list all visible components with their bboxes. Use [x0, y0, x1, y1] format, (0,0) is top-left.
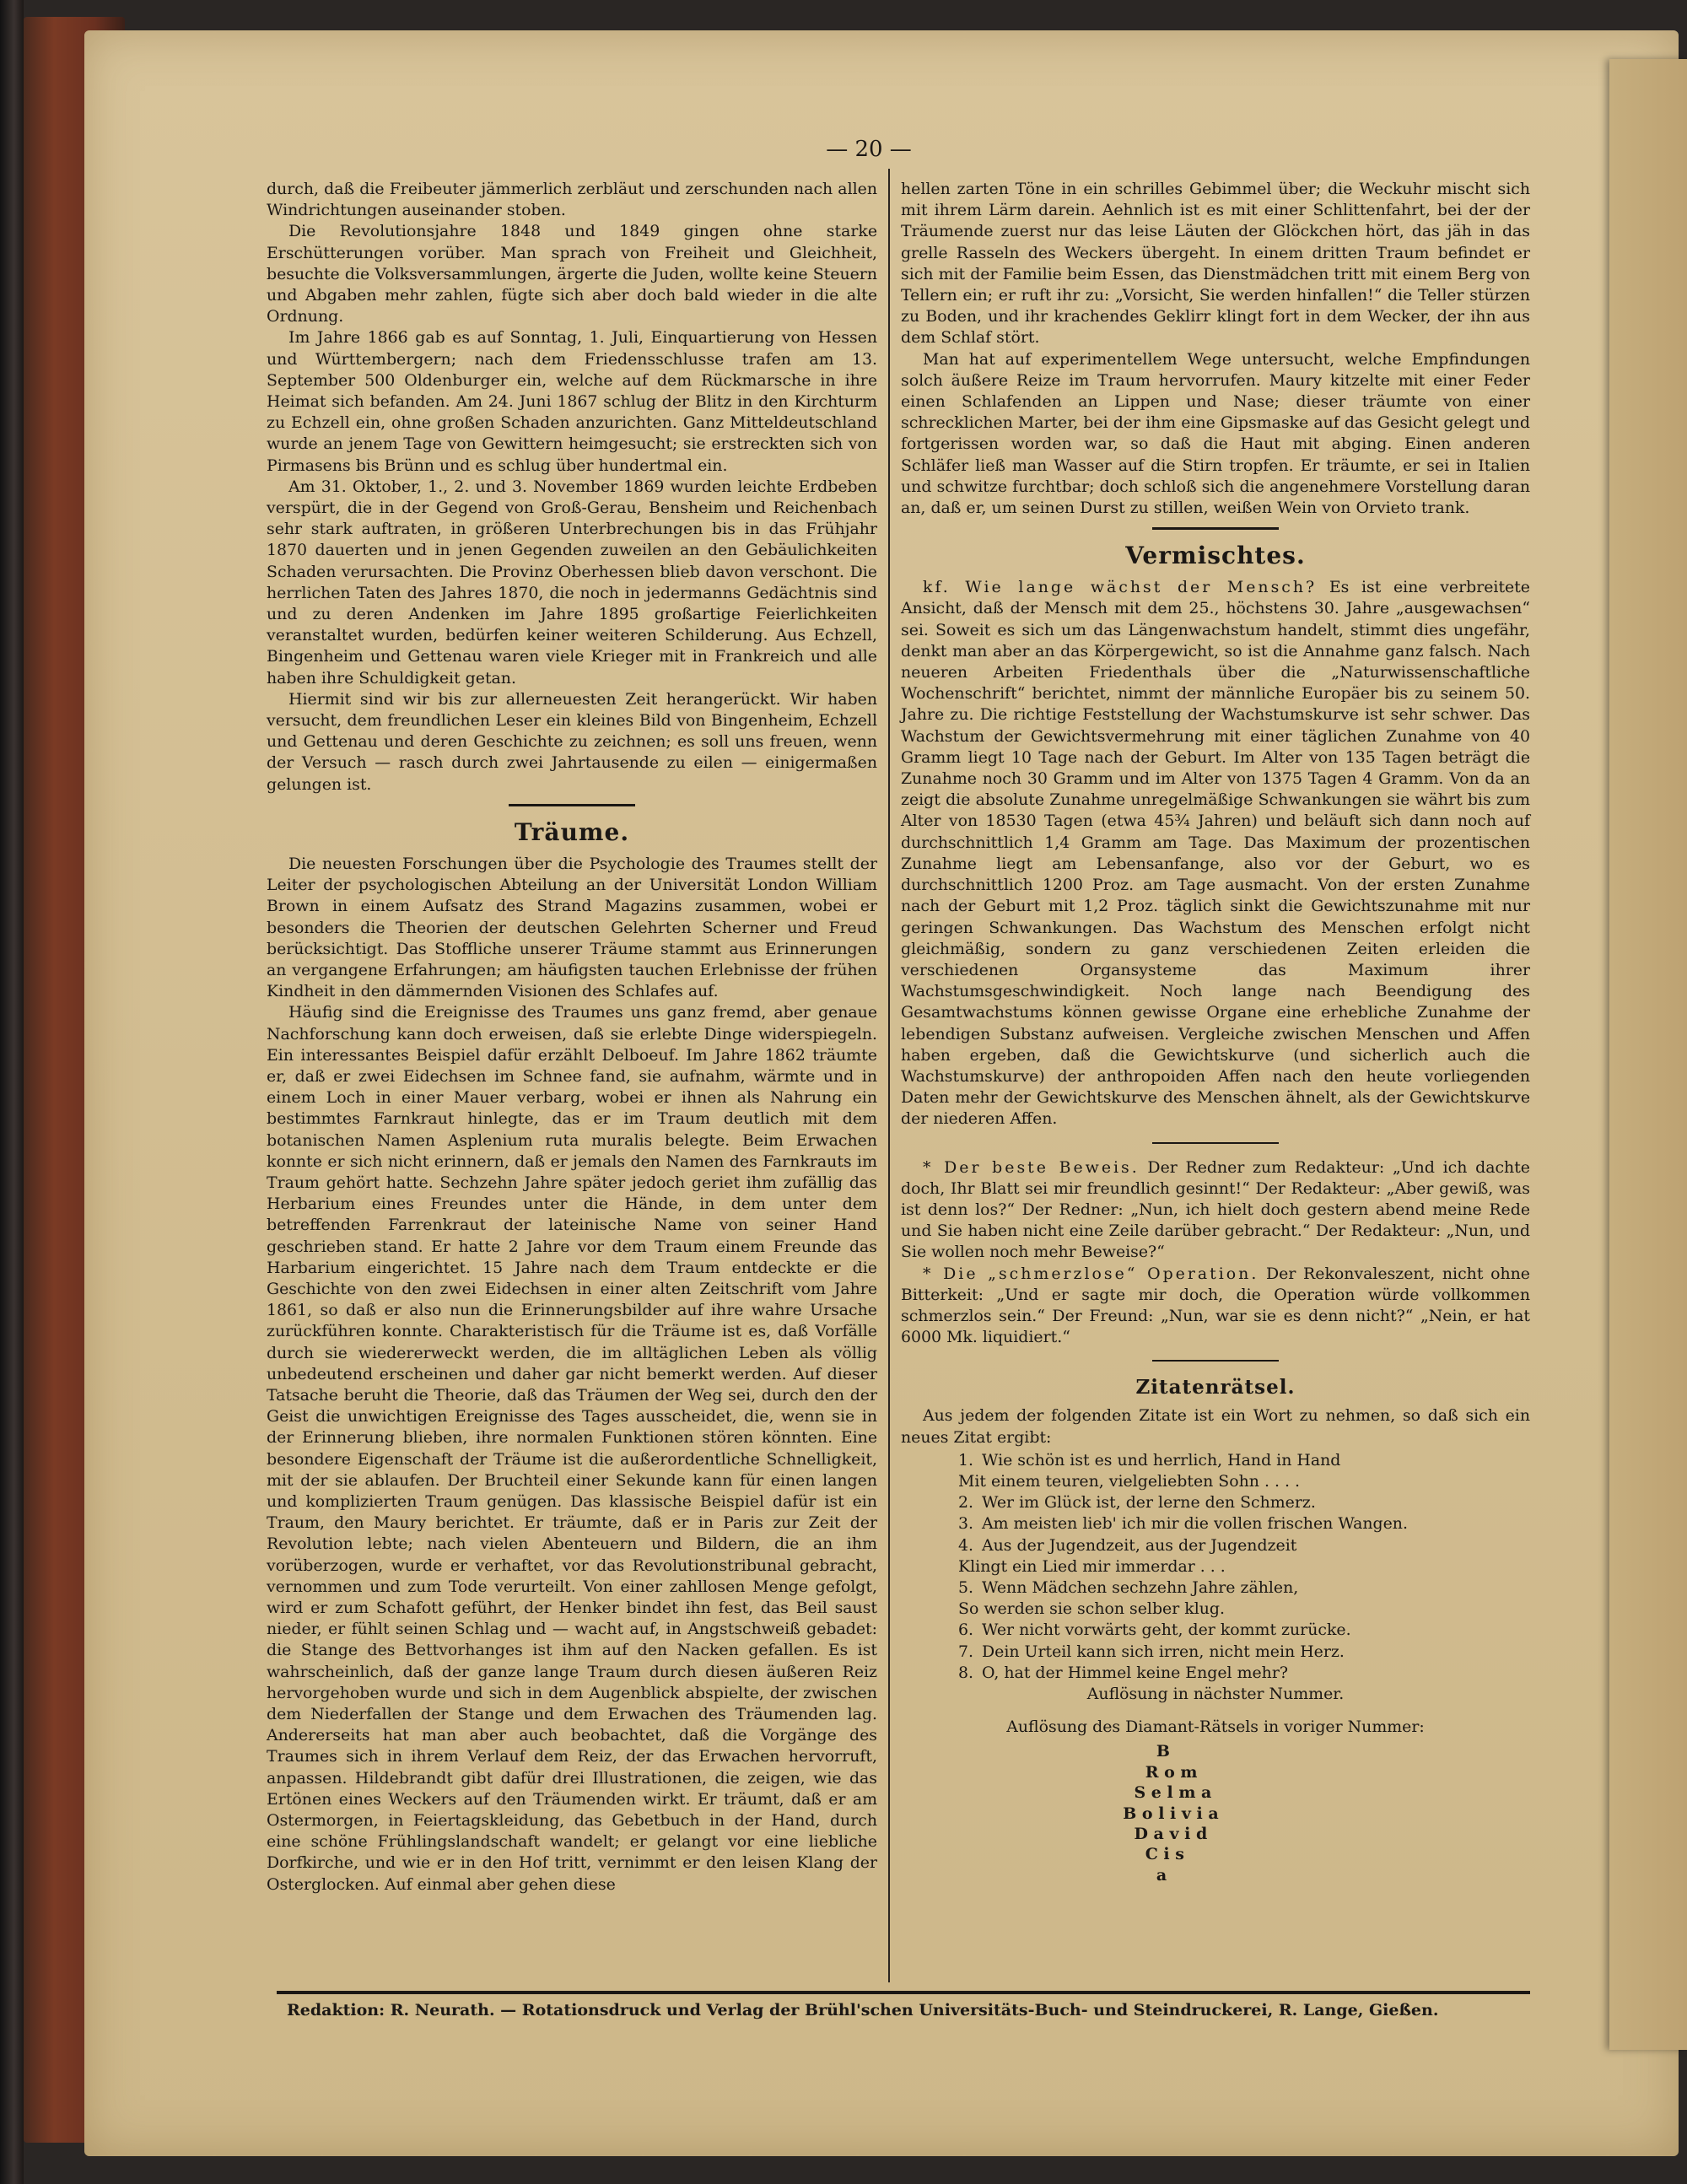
puzzle-item: 2. Wer im Glück ist, der lerne den Schmerz.: [958, 1493, 1316, 1513]
paragraph: Die Revolutionsjahre 1848 und 1849 gingen ohne starke Erschütterungen vorüber. Man sprach von Freiheit und Gleichheit, besuchte die Volksversammlungen, ärgerte die Juden, wollte keine Steuern und Abgaben mehr zahlen, fügte sich aber doch bald wieder in die alte Ordnung.: [267, 222, 877, 326]
paragraph: [901, 577, 1530, 1130]
puzzle-item: 6. Wer nicht vorwärts geht, der kommt zurücke.: [958, 1620, 1351, 1640]
paragraph: Im Jahre 1866 gab es auf Sonntag, 1. Juli, Einquartierung von Hessen und Württembergern; nach dem Friedensschlusse trafen am 13. September 500 Oldenburger ein, welche auf dem Rückmarsche in ihre Heimat sich befanden. Am 24. Juni 1867 schlug der Blitz in den Kirchturm zu Echzell ein, ohne großen Schaden anzurichten. Ganz Mitteldeutschland wurde an jenem Tage von Gewittern heimgesucht; sie erstreckten sich von Pirmasens bis Brünn und es schlug über hundertmal ein.: [267, 328, 877, 475]
article-body: Es ist eine verbreitete Ansicht, daß der Mensch mit dem 25., höchstens 30. Jahre „ausgewachsen“ sei. Soweit es sich um das Längenwachstum handelt, stimmt dies ungefähr, denkt man aber an das Körpergewicht, so ist die Annahme ganz falsch. Nach neueren Arbeiten Friedenthals über die „Naturwissenschaftliche Wochenschrift“ berichtet, nimmt der männliche Europäer bis zu seinem 50. Jahre zu. Die richtige Feststellung der Wachstumskurve ist sehr schwer. Das Wachstum der Gewichtsvermehrung mit einer täglichen Zunahme von 40 Gramm liegt 10 Tage nach der Geburt. Im Alter von 135 Tagen beträgt die Zunahme noch 30 Gramm und im Alter von 1375 Tagen 4 Gramm. Von da an zeigt die absolute Zunahme unregelmäßige Schwankungen sie währt bis zum Alter von 18530 Tagen (etwa 45¾ Jahren) und beläuft sich dann noch auf durchschnittlich 1,4 Gramm am Tage. Das Maximum der prozentischen Zunahme liegt am Lebensanfange, also vor der Geburt, wo es durchschnittlich 1200 Proz. am Tage ausmacht. Von der ersten Zunahme nach der Geburt mit 1,2 Proz. täglich sinkt die Gewichtszunahme mit nur geringen Schwankungen. Das Wachstum des Menschen erfolgt nicht gleichmäßig, sondern zu ganz verschiedenen Zeiten erleiden die verschiedenen Organsysteme das Maximum ihrer Wachstumsgeschwindigkeit. Noch lange nach Beendigung des Gesamtwachstums können gewisse Organe eine erhebliche Zunahme der lebendigen Substanz aufweisen. Vergleiche zwischen Menschen und Affen haben ergeben, daß die Gewichtskurve (und sicherlich auch die Wachstumskurve) der anthropoiden Affen nach den heute vorliegenden Daten mehr der Gewichtskurve des Menschen ähnelt, als der Gewichtskurve der niederen Affen.: [901, 578, 1530, 1129]
paragraph: durch, daß die Freibeuter jämmerlich zerbläut und zerschunden nach allen Windrichtungen auseinander stoben.: [267, 180, 877, 220]
section-title-vermischtes: Vermischtes.: [1125, 542, 1306, 570]
puzzle-list: [901, 1450, 1530, 1684]
article-lead: kf. Wie lange wächst der Mensch?: [923, 578, 1318, 597]
imprint: Redaktion: R. Neurath. — Rotationsdruck und Verlag der Brühl'schen Universitäts-Buch- und Steindruckerei, R. Lange, Gießen.: [287, 2001, 1439, 2020]
section-title-traeume: Träume.: [514, 817, 630, 846]
diamond-puzzle: [901, 1741, 1530, 1885]
paragraph: Man hat auf experimentellem Wege untersucht, welche Empfindungen solch äußere Reize im Traum hervorrufen. Maury kitzelte mit einer Feder einen Schlafenden an Lippen und Nase; dieser träumte von einer schrecklichen Marter, bei der ihm eine Gipsmaske auf das Gesicht gelegt und fortgerissen worden war, so daß die Haut mit abging. Einen anderen Schläfer ließ man Wasser auf die Stirn tropfen. Er träumte, er sei in Italien und schwitze furchtbar; doch schloß sich die angenehmere Vorstellung daran an, daß er, um seinen Durst zu stillen, weißen Wein von Orvieto trank.: [901, 349, 1530, 518]
puzzle-item: 1. Wie schön ist es und herrlich, Hand in Hand: [958, 1450, 1341, 1469]
puzzle-intro: Aus jedem der folgenden Zitate ist ein Wort zu nehmen, so daß sich ein neues Zitat ergibt:: [901, 1406, 1530, 1447]
diamond-row: a: [1112, 1865, 1167, 1885]
section-rule: [509, 804, 635, 806]
puzzle-item: 4. Aus der Jugendzeit, aus der Jugendzeit: [958, 1535, 1297, 1555]
puzzle-item: 8. O, hat der Himmel keine Engel mehr?: [958, 1663, 1288, 1682]
diamond-row: R o m: [1112, 1762, 1198, 1782]
diamond-row: C i s: [1112, 1845, 1184, 1864]
paragraph: Die neuesten Forschungen über die Psychologie des Traumes stellt der Leiter der psychologischen Abteilung an der Universität London William Brown in einem Aufsatz des Strand Magazins zusammen, wobei er besonders die Theorien der deutschen Gelehrten Scherner und Freud berücksichtigt. Das Stoffliche unserer Träume stammt aus Erinnerungen an vergangene Erfahrungen; am häufigsten tauchen Erlebnisse der frühen Kindheit in den dämmernden Visionen des Schlafes auf.: [267, 854, 877, 1001]
book-binding: [0, 0, 24, 2184]
diamond-row: B: [1112, 1742, 1170, 1761]
bottom-rule: [277, 1991, 1530, 1994]
joke: [901, 1157, 1530, 1264]
puzzle-item: 3. Am meisten lieb' ich mir die vollen frischen Wangen.: [958, 1514, 1408, 1534]
paragraph: hellen zarten Töne in ein schrilles Gebimmel über; die Weckuhr mischt sich mit ihrem Lärm darein. Aehnlich ist es mit einer Schlittenfahrt, bei der der Träumende zuerst nur das leise Läuten der Glöckchen hört, das jäh in das grelle Rasseln des Weckers übergeht. In einem dritten Traum befindet er sich mit der Familie beim Essen, das Dienstmädchen tritt mit einem Berg von Tellern ein; er ruft ihr zu: „Vorsicht, Sie werden hinfallen!“ die Teller stürzen zu Boden, und ihr krachendes Geklirr klingt fort in dem Wecker, der ihn aus dem Schlaf stört.: [901, 180, 1530, 348]
paragraph: Am 31. Oktober, 1., 2. und 3. November 1869 wurden leichte Erdbeben verspürt, die in der Gegend von Groß-Gerau, Bensheim und Reichenbach sehr stark auftraten, in größeren Unterbrechungen bis in das Frühjahr 1870 dauerten und in jenen Gegenden zuweilen an den Gebäulichkeiten Schaden verursachten. Die Provinz Oberhessen blieb davon verschont. Die herrlichen Taten des Jahres 1870, die noch in jedermanns Gedächtnis sind und zu deren Andenken im Jahre 1895 großartige Feierlichkeiten veranstaltet wurden, bedürfen keiner weiteren Schilderung. Aus Echzell, Bingenheim und Gettenau waren viele Krieger mit in Frankreich und alle haben ihre Schuldigkeit getan.: [267, 477, 877, 688]
puzzle-solution-note: Auflösung in nächster Nummer.: [1086, 1685, 1345, 1703]
right-column: [901, 179, 1530, 1885]
joke-lead: * Der beste Beweis.: [923, 1157, 1140, 1177]
joke-body: Der Redner zum Redakteur: „Und ich dachte doch, Ihr Blatt sei mir freundlich gesinnt!“ Der Redakteur: „Aber gewiß, was ist denn los?“ Der Redner: „Nun, ich hielt doch gestern abend meine Rede und Sie haben nicht eine Zeile darüber gebracht.“ Der Redakteur: „Nun, und Sie wollen noch mehr Beweise?“: [901, 1157, 1530, 1262]
diamond-row: D a v i d: [1112, 1825, 1208, 1844]
next-page-edge: [1609, 59, 1687, 2050]
section-rule: [1152, 1142, 1279, 1144]
diamond-row: B o l i v i a: [1112, 1804, 1219, 1823]
section-rule: [1152, 1360, 1279, 1362]
puzzle-item: 5. Wenn Mädchen sechzehn Jahre zählen,: [958, 1577, 1299, 1597]
left-column: [267, 179, 877, 1895]
puzzle-item-cont: Mit einem teuren, vielgeliebten Sohn . . . .: [958, 1471, 1300, 1491]
joke-lead: * Die „schmerzlose“ Operation.: [923, 1264, 1259, 1283]
column-divider: [888, 169, 890, 1982]
paragraph: Häufig sind die Ereignisse des Traumes uns ganz fremd, aber genaue Nachforschung kann doch erweisen, daß sie erlebte Dinge widerspiegeln. Ein interessantes Beispiel dafür erzählt Delboeuf. Im Jahre 1862 träumte er, daß er zwei Eidechsen im Schnee fand, sie aufnahm, wärmte und in einem Loch in einer Mauer verbarg, wobei er ihnen als Nahrung ein bestimmtes Farnkraut hinlegte, das er im Traum deutlich mit dem botanischen Namen Asplenium ruta muralis belegte. Beim Erwachen konnte er sich nicht erinnern, daß er jemals den Namen des Farnkrauts im Traum gehört hatte. Sechzehn Jahre später jedoch geriet ihm zufällig das Herbarium eines Freundes unter die Hände, in dem unter dem betreffenden Farrenkraut der lateinische Name von seiner Hand geschrieben stand. Er hatte 2 Jahre vor dem Traum einem Freunde das Harbarium eingerichtet. 15 Jahre nach dem Traum entdeckte er die Geschichte von den zwei Eidechsen in einer alten Zeitschrift vom Jahre 1861, so daß er also nun die Erinnerungsbilder auf ihre wahre Ursache zurückführen konnte. Charakteristisch für die Träume ist es, daß Vorfälle durch sie wiedererweckt werden, die im alltäglichen Leben als völlig unbedeutend erscheinen und daher gar nicht bemerkt werden. Auf dieser Tatsache beruht die Theorie, daß das Träumen der Weg sei, durch den der Geist die unwichtigen Ereignisse des Tages ausscheidet, die, wenn sie in der Erinnerung blieben, ihre normalen Funktionen stören könnten. Eine besondere Eigenschaft der Träume ist die außerordentliche Schnelligkeit, mit der sie ablaufen. Der Bruchteil einer Sekunde kann für einen langen und komplizierten Traum genügen. Das klassische Beispiel dafür ist ein Traum, den Maury berichtet. Er träumte, daß er in Paris zur Zeit der Revolution lebte; nach vielen Abenteuern und Bildern, die an ihm vorüberzogen, wurde er verhaftet, vor das Revolutionstribunal gebracht, vernommen und zum Tode verurteilt. Von einer zahllosen Menge gefolgt, wird er zum Schafott geführt, der Henker bindet ihn fest, das Beil saust nieder, er fühlt seinen Schlag und — wacht auf, in Angstschweiß gebadet: die Stange des Bettvorhanges ist ihm auf den Nacken gefallen. Es ist wahrscheinlich, daß der ganze lange Traum durch diesen äußeren Reiz hervorgehoben wurde und sich in dem Augenblick abspielte, der zwischen dem Niederfallen der Stange und dem Erwachen des Träumenden lag. Andererseits hat man aber auch beobachtet, daß die Vorgänge des Traumes sich in ihrem Verlauf dem Reiz, der das Erwachen hervorruft, anpassen. Hildebrandt gibt dafür drei Illustrationen, die zeigen, wie das Ertönen eines Weckers auf den Träumenden wirkt. Er träumt, daß er am Ostermorgen, in Feiertagskleidung, das Gebetbuch in der Hand, durch eine schöne Frühlingslandschaft wandelt; er gelangt vor eine liebliche Dorfkirche, und wie er in den Hof tritt, vernimmt er den leisen Klang der Osterglocken. Auf einmal aber gehen diese: [267, 1003, 877, 1894]
paragraph: Hiermit sind wir bis zur allerneuesten Zeit herangerückt. Wir haben versucht, dem freundlichen Leser ein kleines Bild von Bingenheim, Echzell und Gettenau und deren Geschichte zu zeichnen; es soll uns freuen, wenn der Versuch — rasch durch zwei Jahrtausende zu eilen — einigermaßen gelungen ist.: [267, 689, 877, 794]
joke-body: Der Rekonvaleszent, nicht ohne Bitterkeit: „Und er sagte mir doch, die Operation würde vollkommen schmerzlos sein.“ Der Freund: „Nun, war sie es denn nicht?“ „Nein, er hat 6000 Mk. liquidiert.“: [901, 1264, 1530, 1347]
section-title-zitatenraetsel: Zitatenrätsel.: [1135, 1376, 1296, 1399]
puzzle-item-cont: So werden sie schon selber klug.: [958, 1599, 1226, 1619]
page-number: — 20 —: [826, 137, 912, 162]
section-rule: [1152, 527, 1279, 530]
puzzle-item: 7. Dein Urteil kann sich irren, nicht mein Herz.: [958, 1642, 1345, 1661]
diamond-row: S e l m a: [1112, 1783, 1212, 1803]
joke: [901, 1264, 1530, 1349]
puzzle-item-cont: Klingt ein Lied mir immerdar . . .: [958, 1556, 1226, 1576]
diamond-title: Auflösung des Diamant-Rätsels in voriger Nummer:: [1006, 1718, 1425, 1737]
